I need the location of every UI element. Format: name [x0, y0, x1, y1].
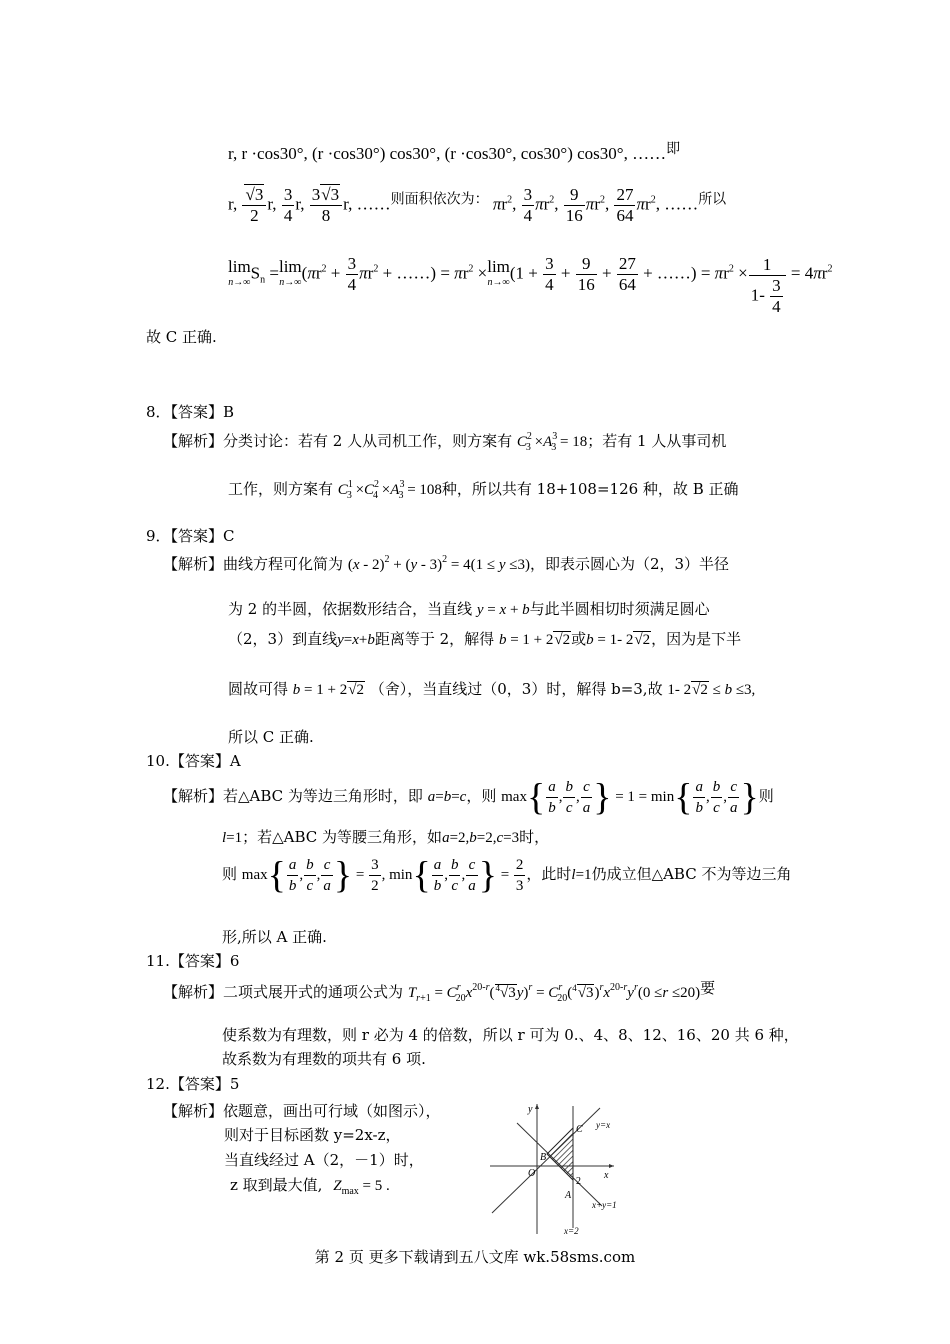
- q9-text4-mid: （舍），当直线过（0，3）时，解得 b=3,故: [369, 680, 663, 698]
- q9-analysis-line2: 为 2 的半圆，依据数形结合，当直线 y = x + b与此半圆相切时须满足圆心: [228, 600, 710, 618]
- q12-analysis-line3: 当直线经过 A（2，－1）时，: [224, 1151, 424, 1169]
- q10-analysis-head: 【解析】: [163, 786, 224, 805]
- q10-text1: 若△ABC 为等边三角形时，即: [223, 786, 423, 805]
- q10-text3: 则: [222, 864, 238, 883]
- q12-text4: z 取到最大值,: [230, 1176, 323, 1194]
- q10-analysis-line2: l=1；若△ABC 为等腰三角形，如a=2,b=2,c=3时，: [222, 828, 550, 846]
- q11-analysis-line2: 使系数为有理数，则 r 必为 4 的倍数，所以 r 可为 0.、4、8、12、16、20 共 6 种，: [222, 1026, 799, 1044]
- q9-text3-mid: 距离等于 2，解得: [374, 630, 495, 648]
- q7-limit-formula: lim n→∞ $S_n =\lim$ n→∞ ($\pi r^2$ + $\frac{3}{4}$ $\pi r^2$ + ……) = $\pi r^2 \times\lim$ n→∞ (1 + $\frac{3}{4}$ + $\frac{9}{16}$ + $\frac{27}{64}$ + ……) = $\pi r^2$ × 1 1- $\frac{3}{4}$ = $4\pi r^2$: [228, 254, 833, 316]
- q9-analysis-line1: 【解析】曲线方程可化简为 (x - 2)$^2$ + (y - 3)$^2$ = 4(1 ≤ y ≤3)，即表示圆心为（2，3）半径: [163, 554, 730, 573]
- label-c: C: [576, 1124, 583, 1135]
- q9-conclusion: 所以 C 正确.: [228, 728, 314, 746]
- q12-text1: 依题意，画出可行域（如图示），: [223, 1102, 441, 1120]
- q9-text1: 曲线方程可化简为: [223, 555, 344, 573]
- q10-text3-tail: 仍成立但△ABC 不为等边三角: [591, 864, 792, 883]
- shaded-feasible-region: [547, 1128, 573, 1180]
- q8-analysis-line2: 工作，则方案有 $C^1_3 \times C^2_4 \times A^3_3 = 108$种，所以共有 18+108=126 种，故 B 正确: [228, 479, 739, 501]
- q8-analysis-head: 【解析】: [163, 432, 224, 450]
- label-y: y: [528, 1104, 533, 1115]
- q10-analysis-line3: 则 max{ $\frac{a}{b}$ , $\frac{b}{c}$ , $\frac{c}{a}$ } = $\frac{3}{2}$ , min{ $\frac{a}{b}$ , $\frac{b}{c}$ , $\frac{c}{a}$ } = $\frac{2}{3}$ ，此时l=1仍成立但△ABC 不为等边三角: [222, 854, 792, 897]
- q12-analysis-head: 【解析】: [163, 1102, 224, 1120]
- q9-analysis-line3: （2，3）到直线y=x+b距离等于 2，解得 b = 1 + 2√2或b = 1- 2√2，因为是下半: [228, 630, 742, 648]
- q8-text2-end: 种，所以共有 18+108=126 种，故 B 正确: [441, 480, 739, 498]
- q7-conclusion: 故 C 正确.: [146, 328, 217, 346]
- q7-ji: 即: [666, 142, 681, 157]
- label-x: x: [604, 1170, 609, 1181]
- q8-text1: 分类讨论：若有 2 人从司机工作，则方案有: [223, 432, 513, 450]
- q9-analysis-head: 【解析】: [163, 555, 224, 573]
- q11-answer: 11.【答案】6: [146, 952, 240, 970]
- q9-text3: （2，3）到直线: [228, 630, 338, 648]
- q11-text1: 二项式展开式的通项公式为: [223, 983, 404, 1001]
- q9-text4: 圆故可得: [228, 680, 289, 698]
- label-y-equals-x: y=x: [596, 1120, 611, 1130]
- q9-text2-end: 与此半圆相切时须满足圆心: [529, 600, 710, 618]
- q9-text1-end: ，即表示圆心为（2，3）半径: [529, 555, 730, 573]
- q12-answer: 12.【答案】5: [146, 1075, 240, 1093]
- q8-analysis-line1: 【解析】分类讨论：若有 2 人从司机工作，则方案有 $C^2_3 \times A^3_3 = 18$；若有 1 人从事司机: [163, 431, 727, 453]
- q8-text1-end: ；若有 1 人从事司机: [587, 432, 727, 450]
- label-x-equals-2: x=2: [564, 1226, 579, 1236]
- q11-analysis-line1: 【解析】二项式展开式的通项公式为 $T_{r+1} = C^r_{20}x^{20-r}(^4√3y)^r = C^r_{20}(^4√3)^rx^{20-r}y^r(0 \le r \le 20)$要: [163, 979, 716, 1004]
- q10-text2-end: 时，: [519, 828, 550, 846]
- q11-text1-end: 要: [700, 979, 716, 997]
- q11-analysis-head: 【解析】: [163, 983, 224, 1001]
- q10-conclusion: 形,所以 A 正确.: [222, 928, 327, 946]
- q10-text3-end: ，此时: [526, 864, 572, 883]
- label-o: O: [528, 1168, 536, 1179]
- q12-analysis-line2: 则对于目标函数 y=2x-z，: [224, 1126, 401, 1144]
- q10-text2: ；若△ABC 为等腰三角形，如: [242, 828, 443, 846]
- q12-analysis-line4: z 取到最大值, $Z_{max} = 5$ .: [230, 1176, 390, 1197]
- q12-analysis-line1: [163, 1100, 441, 1121]
- q8-text2: 工作，则方案有: [228, 480, 334, 498]
- q7-radius-sequence: r, r ·cos30°, (r ·cos30°) cos30°, (r ·cos30°, cos30°) cos30°, ……$^即$: [228, 142, 681, 163]
- label-a: A: [565, 1190, 572, 1201]
- q7-area-text: 则面积依次为：: [390, 192, 489, 208]
- q10-answer: 10.【答案】A: [146, 752, 241, 770]
- q7-radius-values: r, $\frac{√3}{2}$ r, $\frac{3}{4}$ r, $\frac{3√3}{8}$ r, ……$^{则面积依次为:}$ $\pi r^2$, $\frac{3}{4}$ $\pi r^2$, $\frac{9}{16}$ $\pi r^2$, $\frac{27}{64}$ $\pi r^2$, ……$^{所以}$: [228, 185, 727, 225]
- q10-text1-end: 则: [758, 786, 774, 805]
- q9-analysis-line4: 圆故可得 b = 1 + 2√2 （舍），当直线过（0，3）时，解得 b=3,故 1- 2√2 ≤ b ≤3,: [228, 680, 756, 698]
- q10-text1-mid: ，则: [466, 786, 497, 805]
- q9-text3-end: ，因为是下半: [651, 630, 742, 648]
- page-footer: 第 2 页 更多下载请到五八文库 wk.58sms.com: [314, 1248, 636, 1266]
- q7-suoyi: 所以: [698, 192, 727, 208]
- q9-text2: 为 2 的半圆，依据数形结合，当直线: [228, 600, 473, 618]
- q10-analysis-line1: 【解析】若△ABC 为等边三角形时，即 a=b=c，则 max{ $\frac{a}{b}$ , $\frac{b}{c}$ , $\frac{c}{a}$ } = 1 = min{ $\frac{a}{b}$ , $\frac{b}{c}$ , $\frac{c}{a}$ }则: [163, 776, 774, 819]
- feasible-region-figure: [482, 1088, 647, 1236]
- label-b: B: [540, 1152, 547, 1163]
- q9-answer: 9．【答案】C: [146, 527, 235, 545]
- q8-answer: 8．【答案】B: [146, 403, 235, 421]
- label-two: 2: [576, 1176, 581, 1187]
- q11-conclusion: 故系数为有理数的项共有 6 项.: [222, 1050, 426, 1068]
- label-x-plus-y-equals-1: x+y=1: [592, 1200, 617, 1210]
